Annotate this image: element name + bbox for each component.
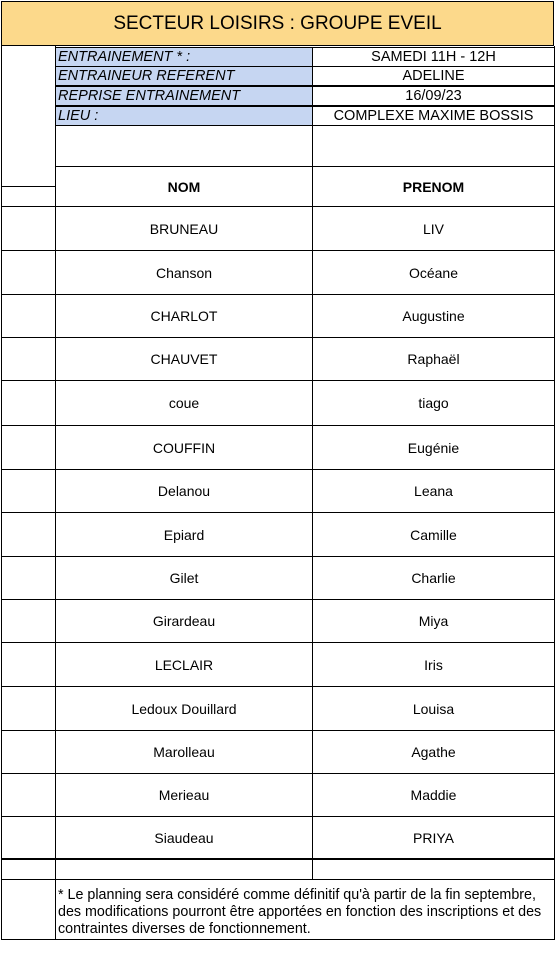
left-column-line [1, 186, 56, 187]
cell-nom: LECLAIR [55, 642, 313, 687]
info-row-location [55, 106, 555, 126]
cell-prenom: Miya [312, 599, 555, 643]
cell-nom: CHAUVET [55, 337, 313, 381]
empty-cell [312, 125, 555, 167]
row-margin-cell [1, 512, 56, 557]
cell-nom: Merieau [55, 773, 313, 817]
footnote: * Le planning sera considéré comme définitif qu'à partir de la fin septembre, des modifications pourront être apportées en fonction des inscriptions et des contraintes diverses de fonctionnement. [55, 879, 555, 940]
cell-nom: Siaudeau [55, 816, 313, 860]
cell-nom: Chanson [55, 250, 313, 295]
row-margin-cell [1, 294, 56, 338]
left-column-line [1, 858, 56, 859]
row-margin-cell [1, 773, 56, 817]
cell-nom: Marolleau [55, 730, 313, 774]
row-margin-cell [1, 206, 56, 251]
row-margin-cell [1, 469, 56, 513]
info-row-training [55, 47, 555, 67]
cell-prenom: PRIYA [312, 816, 555, 860]
info-value: SAMEDI 11H - 12H [312, 47, 555, 67]
column-header-prenom: PRENOM [312, 166, 555, 207]
cell-prenom: Maddie [312, 773, 555, 817]
row-margin-cell [1, 599, 56, 643]
cell-prenom: Louisa [312, 686, 555, 731]
info-label: ENTRAINEUR REFERENT [55, 66, 313, 86]
cell-nom: Ledoux Douillard [55, 686, 313, 731]
cell-prenom: LIV [312, 206, 555, 251]
row-margin-cell [1, 730, 56, 774]
cell-prenom: Leana [312, 469, 555, 513]
row-margin-cell [1, 380, 56, 426]
cell-prenom: Charlie [312, 556, 555, 600]
empty-cell [55, 858, 313, 880]
cell-nom: CHARLOT [55, 294, 313, 338]
info-label: REPRISE ENTRAINEMENT [55, 86, 313, 106]
info-row-restart [55, 86, 555, 106]
cell-nom: Delanou [55, 469, 313, 513]
cell-prenom: Agathe [312, 730, 555, 774]
cell-nom: COUFFIN [55, 425, 313, 470]
row-margin-cell [1, 556, 56, 600]
row-margin-cell [1, 425, 56, 470]
cell-prenom: Océane [312, 250, 555, 295]
cell-nom: Epiard [55, 512, 313, 557]
cell-prenom: Iris [312, 642, 555, 687]
info-value: 16/09/23 [312, 86, 555, 106]
cell-nom: BRUNEAU [55, 206, 313, 251]
column-header-nom: NOM [55, 166, 313, 207]
info-value: ADELINE [312, 66, 555, 86]
row-margin-cell [1, 816, 56, 860]
empty-cell [55, 125, 313, 167]
row-margin-cell [1, 250, 56, 295]
cell-prenom: Augustine [312, 294, 555, 338]
cell-prenom: Eugénie [312, 425, 555, 470]
cell-prenom: tiago [312, 380, 555, 426]
cell-prenom: Raphaël [312, 337, 555, 381]
info-label: ENTRAINEMENT * : [55, 47, 313, 67]
info-label: LIEU : [55, 106, 313, 126]
page-title: SECTEUR LOISIRS : GROUPE EVEIL [1, 1, 554, 46]
empty-cell [312, 858, 555, 880]
row-margin-cell [1, 686, 56, 731]
cell-prenom: Camille [312, 512, 555, 557]
row-margin-cell [1, 642, 56, 687]
info-value: COMPLEXE MAXIME BOSSIS [312, 106, 555, 126]
row-margin-cell [1, 337, 56, 381]
info-row-coach [55, 66, 555, 86]
cell-nom: Girardeau [55, 599, 313, 643]
cell-nom: Gilet [55, 556, 313, 600]
left-column-line [1, 879, 56, 880]
cell-nom: coue [55, 380, 313, 426]
